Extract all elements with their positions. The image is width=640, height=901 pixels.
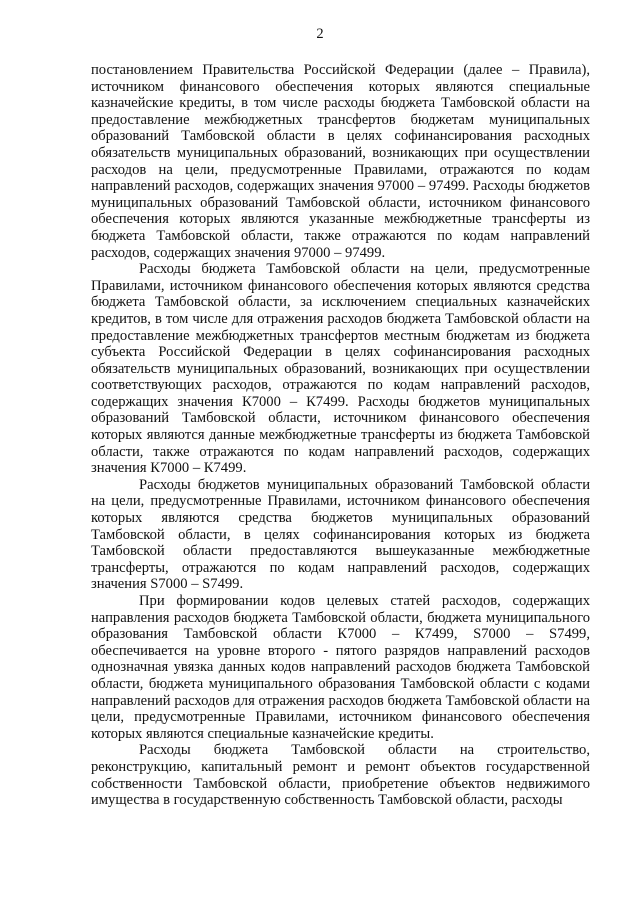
paragraph-municipal-budget-expenses: Расходы бюджетов муниципальных образований Тамбовской области на цели, предусмотренные Правилами, источником финансового обеспечения которых являются средства бюджетов муниципальных образований Тамбовской области, в целях софинансирования которых из бюджета Тамбовской области предоставляются вышеуказанные межбюджетные трансферты, отражаются по кодам направлений расходов, содержащих значения S7000 – S7499. xyxy=(91,476,590,593)
paragraph-code-formation: При формировании кодов целевых статей расходов, содержащих направления расходов бюджета Тамбовской области, бюджета муниципального образования Тамбовской области К7000 – К7499, S7000 – S7499, обеспечивается на уровне второго - пятого разрядов направлений расходов однозначная увязка данных кодов направлений расходов бюджета Тамбовской области, бюджета муниципального образования Тамбовской области с кодами направлений расходов для отражения расходов бюджета Тамбовской области на цели, предусмотренные Правилами, источником финансового обеспечения которых являются специальные казначейские кредиты. xyxy=(91,593,590,742)
paragraph-regional-budget-expenses: Расходы бюджета Тамбовской области на цели, предусмотренные Правилами, источником финансового обеспечения которых являются средства бюджета Тамбовской области, за исключением специальных казначейских кредитов, в том числе для отражения расходов бюджета Тамбовской области на предоставление межбюджетных трансфертов местным бюджетам из бюджета субъекта Российской Федерации в целях софинансирования расходных обязательств муниципальных образований, возникающих при осуществлении соответствующих расходов, отражаются по кодам направлений расходов, содержащих значения К7000 – К7499. Расходы бюджетов муниципальных образований Тамбовской области, источником финансового обеспечения которых являются данные межбюджетные трансферты из бюджета Тамбовской области, также отражаются по кодам направлений расходов, содержащих значения К7000 – К7499. xyxy=(91,261,590,477)
paragraph-construction-expenses: Расходы бюджета Тамбовской области на строительство, реконструкцию, капитальный ремонт и ремонт объектов государственной собственности Тамбовской области, приобретение объектов недвижимого имущества в государственную собственность Тамбовской области, расходы xyxy=(91,742,590,809)
paragraph-continuation: постановлением Правительства Российской Федерации (далее – Правила), источником финансового обеспечения которых являются специальные казначейские кредиты, в том числе расходы бюджета Тамбовской области на предоставление межбюджетных трансфертов бюджетам муниципальных образований Тамбовской области в целях софинансирования расходных обязательств муниципальных образований, возникающих при осуществлении расходов на цели, предусмотренные Правилами, отражаются по кодам направлений расходов, содержащих значения 97000 – 97499. Расходы бюджетов муниципальных образований Тамбовской области, источником финансового обеспечения которых являются указанные межбюджетные трансферты из бюджета Тамбовской области, также отражаются по кодам направлений расходов, содержащих значения 97000 – 97499. xyxy=(91,62,590,261)
document-body xyxy=(91,62,590,809)
page-number: 2 xyxy=(316,26,324,42)
